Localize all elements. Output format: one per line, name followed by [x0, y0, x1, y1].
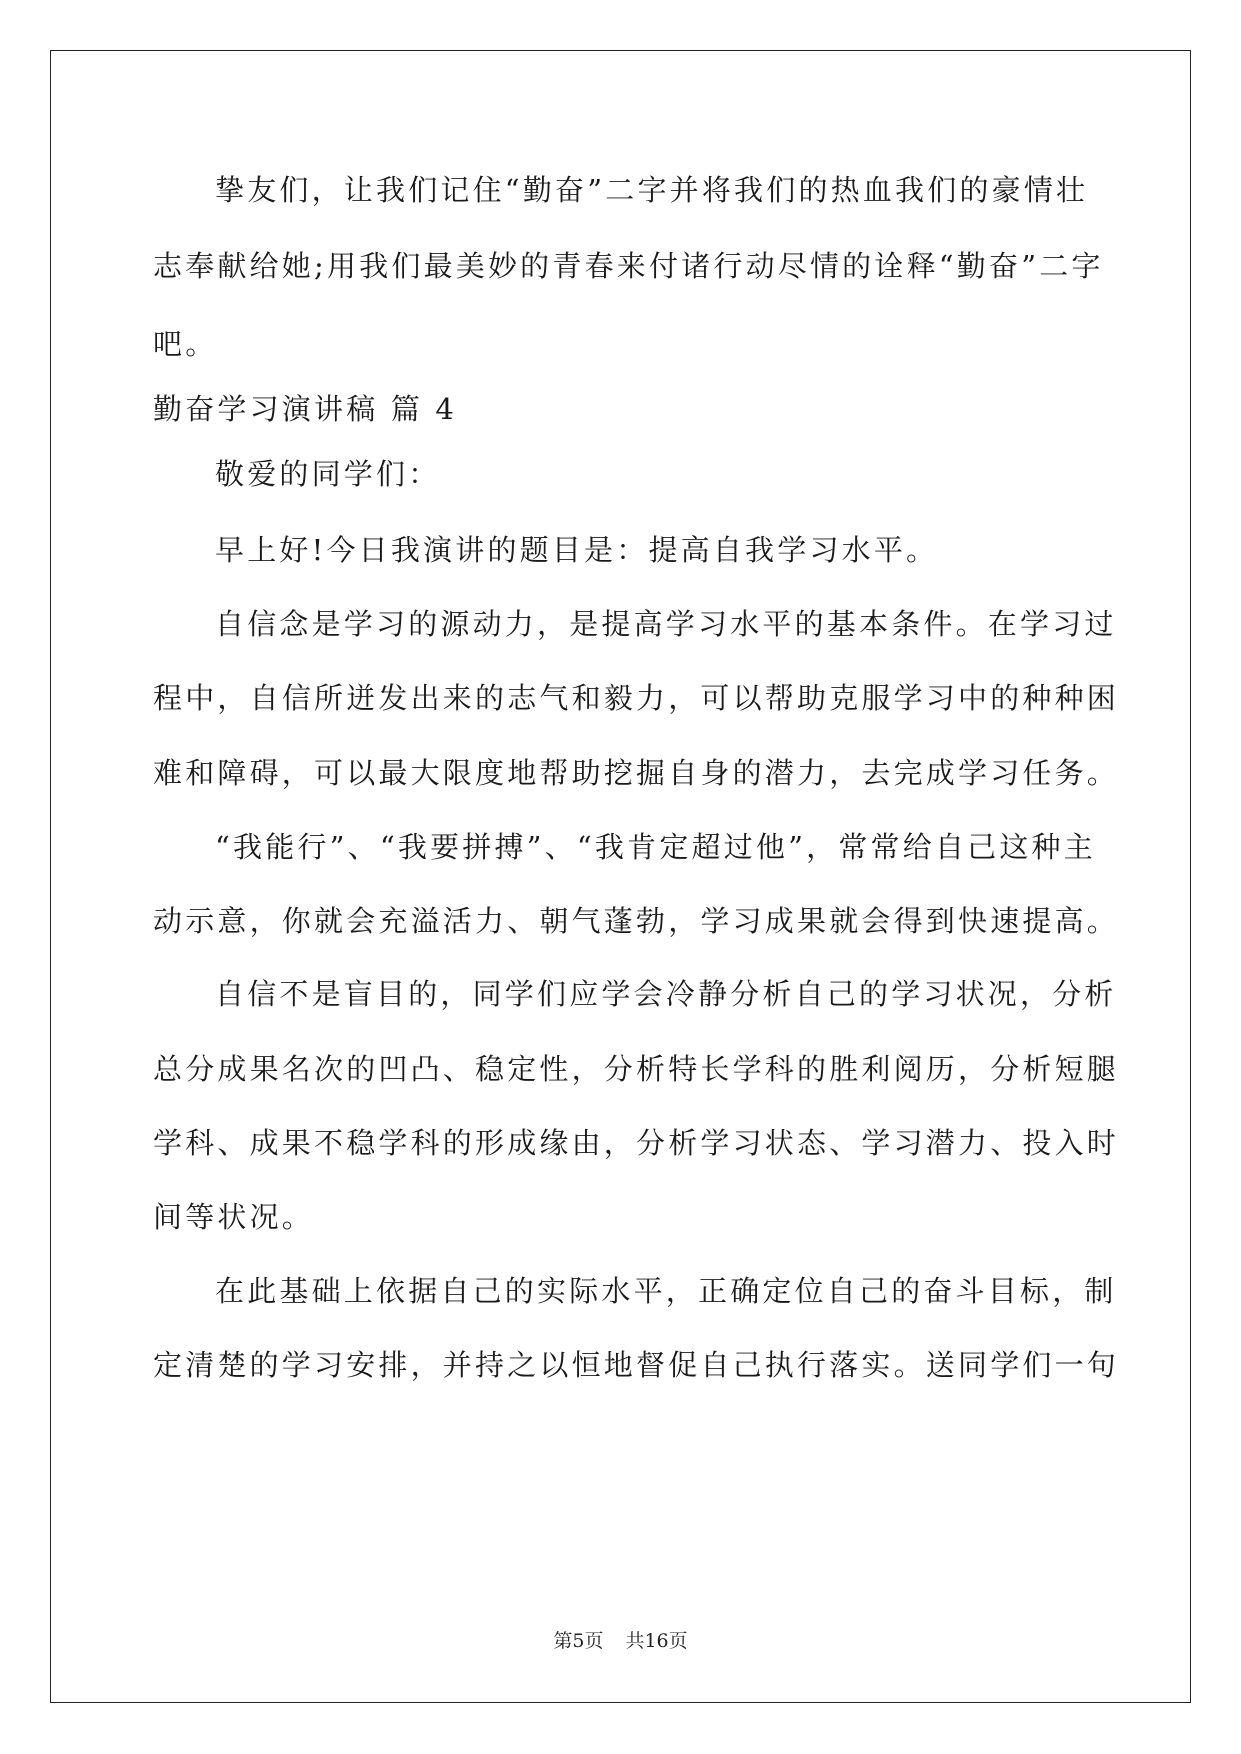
paragraph-line: 间等状况。 [153, 1200, 315, 1234]
paragraph-line: 学科、成果不稳学科的形成缘由，分析学习状态、学习潜力、投入时 [153, 1126, 1120, 1160]
paragraph-line: 早上好!今日我演讲的题目是：提高自我学习水平。 [215, 533, 939, 567]
page-footer [0, 1629, 1241, 1653]
paragraph-line: 吧。 [153, 327, 218, 361]
paragraph-line: 总分成果名次的凹凸、稳定性，分析特长学科的胜利阅历，分析短腿 [153, 1052, 1120, 1086]
paragraph-line: “我能行”、“我要拼搏”、“我肯定超过他”，常常给自己这种主 [215, 830, 1096, 864]
paragraph-line: 动示意，你就会充溢活力、朝气蓬勃，学习成果就会得到快速提高。 [153, 904, 1120, 938]
page-total: 共16页 [625, 1630, 688, 1652]
paragraph-line: 挚友们，让我们记住“勤奋”二字并将我们的热血我们的豪情壮 [215, 173, 1089, 207]
paragraph-line: 定清楚的学习安排，并持之以恒地督促自己执行落实。送同学们一句 [153, 1348, 1120, 1382]
paragraph-line: 程中，自信所迸发出来的志气和毅力，可以帮助克服学习中的种种困 [153, 681, 1120, 715]
paragraph-line: 志奉献给她;用我们最美妙的青春来付诸行动尽情的诠释“勤奋”二字 [153, 249, 1104, 283]
paragraph-line: 在此基础上依据自己的实际水平，正确定位自己的奋斗目标，制 [215, 1274, 1117, 1308]
section-heading: 勤奋学习演讲稿 篇 4 [153, 392, 458, 426]
page-border [50, 50, 1191, 1703]
salutation-line: 敬爱的同学们： [215, 457, 441, 491]
paragraph-line: 自信念是学习的源动力，是提高学习水平的基本条件。在学习过 [215, 607, 1117, 641]
page-number: 第5页 [553, 1630, 604, 1652]
paragraph-line: 难和障碍，可以最大限度地帮助挖掘自身的潜力，去完成学习任务。 [153, 756, 1120, 790]
paragraph-line: 自信不是盲目的，同学们应学会冷静分析自己的学习状况，分析 [215, 977, 1117, 1011]
